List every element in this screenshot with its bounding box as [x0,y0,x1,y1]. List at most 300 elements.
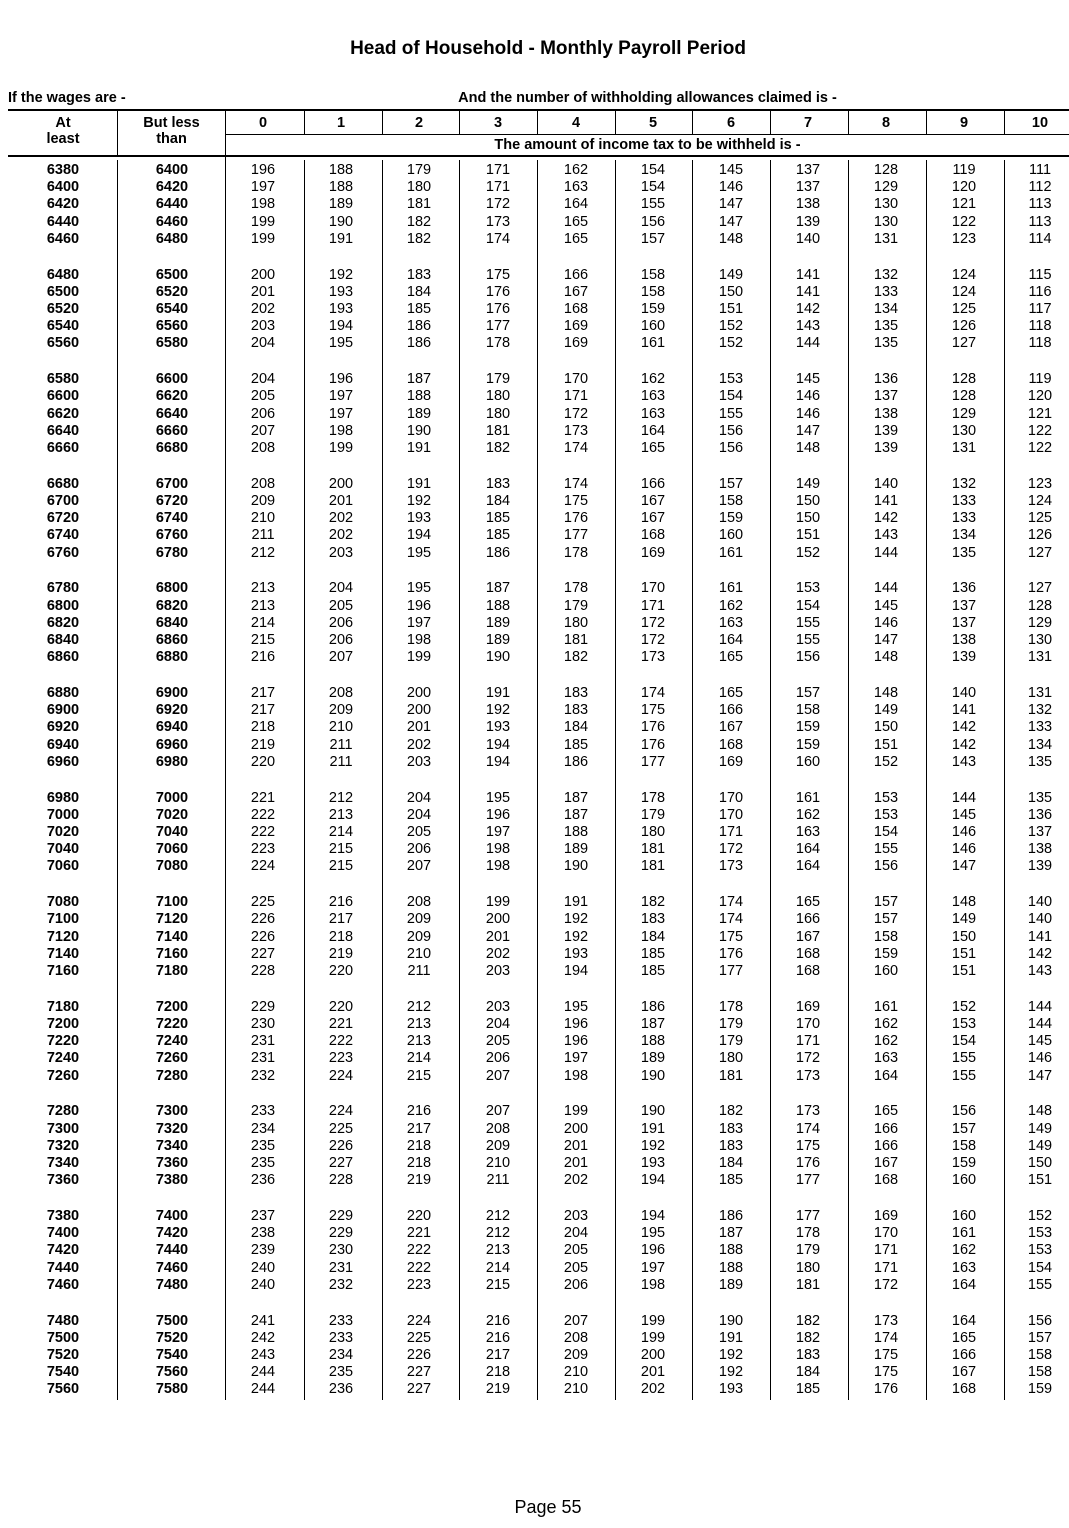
tax-amount: 190 [485,649,511,666]
tax-amount: 153 [718,371,744,388]
wage-but-less: 7120 [155,911,189,928]
tax-amount: 179 [406,162,432,178]
wage-but-less: 6960 [155,736,189,753]
wage-but-less: 6640 [155,405,189,422]
tax-amount: 226 [250,911,276,928]
tax-amount: 213 [406,1033,432,1050]
tax-amount: 220 [328,963,354,979]
tax-amount: 182 [795,1329,821,1346]
tax-amount: 206 [328,632,354,648]
tax-amount: 224 [250,858,276,875]
tax-amount: 212 [406,998,432,1015]
tax-amount: 194 [328,318,354,335]
tax-amount: 186 [485,544,511,561]
wage-but-less: 6720 [155,493,189,509]
wage-at-least: 6580 [46,371,80,388]
tax-amount: 151 [873,736,899,753]
wage-at-least: 7520 [46,1347,80,1363]
wage-but-less: 7400 [155,1208,189,1224]
tax-amount: 212 [485,1225,511,1242]
tax-amount: 178 [563,544,589,561]
tax-amount: 164 [718,632,744,648]
tax-amount: 210 [563,1381,589,1398]
tax-amount: 215 [328,858,354,875]
tax-amount: 137 [795,179,821,196]
wage-but-less: 6540 [155,301,189,317]
tax-amount: 132 [951,475,977,492]
tax-amount: 229 [328,1225,354,1242]
tax-amount: 173 [485,213,511,230]
tax-amount: 223 [250,841,276,858]
tax-amount: 226 [328,1137,354,1154]
tax-amount: 188 [563,824,589,840]
tax-amount: 196 [250,162,276,178]
wage-at-least: 7440 [46,1259,80,1276]
tax-amount: 146 [795,388,821,405]
tax-amount: 148 [795,440,821,456]
tax-amount: 188 [406,388,432,405]
tax-amount: 198 [485,858,511,875]
tax-amount: 179 [795,1242,821,1259]
tax-amount: 152 [718,318,744,335]
tax-amount: 185 [485,510,511,527]
tax-amount: 135 [951,544,977,561]
tax-amount: 168 [951,1381,977,1398]
tax-amount: 130 [873,196,899,213]
tax-amount: 202 [563,1172,589,1189]
tax-amount: 115 [1028,266,1052,283]
tax-amount: 226 [250,928,276,945]
wage-at-least: 7280 [46,1103,80,1120]
tax-amount: 206 [563,1276,589,1293]
tax-amount: 168 [718,736,744,753]
tax-amount: 146 [1027,1050,1053,1067]
tax-amount: 111 [1028,162,1052,178]
tax-amount: 178 [718,998,744,1015]
tax-amount: 153 [1027,1225,1053,1242]
wage-but-less: 6460 [155,213,189,230]
tax-amount: 161 [795,789,821,806]
tax-amount: 216 [328,894,354,911]
tax-amount: 162 [873,1033,899,1050]
tax-amount: 170 [795,1016,821,1032]
allowance-header-3: 3 [493,115,503,131]
tax-amount: 207 [563,1312,589,1329]
but-less-line1: But less [143,115,200,131]
tax-amount: 214 [250,614,276,631]
wage-at-least: 7540 [46,1364,80,1381]
tax-amount: 174 [718,894,744,911]
wage-but-less: 7160 [155,945,189,962]
tax-amount: 197 [485,824,511,840]
tax-amount: 189 [328,196,354,213]
tax-amount: 180 [563,614,589,631]
tax-amount: 143 [951,753,977,770]
tax-amount: 190 [718,1312,744,1329]
wage-but-less: 6580 [155,335,189,352]
tax-amount: 187 [718,1225,744,1242]
tax-amount: 174 [795,1120,821,1137]
tax-amount: 135 [873,335,899,352]
tax-amount: 199 [250,213,276,230]
wage-but-less: 6420 [155,179,189,196]
tax-amount: 234 [250,1120,276,1137]
tax-amount: 185 [795,1381,821,1398]
tax-amount: 172 [718,841,744,858]
tax-amount: 156 [951,1103,977,1120]
tax-amount: 204 [250,371,276,388]
tax-amount: 176 [640,736,666,753]
tax-amount: 183 [406,266,432,283]
tax-amount: 217 [328,911,354,928]
wage-at-least: 7380 [46,1208,80,1224]
tax-amount: 220 [328,998,354,1015]
wage-but-less: 6980 [155,753,189,770]
wage-at-least: 6920 [46,719,80,736]
tax-amount: 160 [951,1208,977,1224]
wage-but-less: 7180 [155,963,189,979]
tax-amount: 131 [951,440,977,456]
tax-amount: 158 [1027,1364,1053,1381]
tax-amount: 201 [250,283,276,300]
tax-amount: 193 [328,283,354,300]
wage-at-least: 6780 [46,580,80,597]
tax-amount: 163 [640,405,666,422]
tax-amount: 148 [873,685,899,701]
tax-amount: 172 [873,1276,899,1293]
tax-amount: 138 [1027,841,1053,858]
wage-but-less: 7200 [155,998,189,1015]
tax-amount: 233 [250,1103,276,1120]
tax-amount: 161 [873,998,899,1015]
allowance-header-2: 2 [414,115,424,131]
wage-but-less: 7220 [155,1016,189,1032]
tax-amount: 205 [485,1033,511,1050]
tax-amount: 152 [718,335,744,352]
tax-amount: 148 [1027,1103,1053,1120]
tax-amount: 218 [406,1137,432,1154]
tax-amount: 187 [563,789,589,806]
tax-amount: 131 [1027,649,1053,666]
tax-amount: 169 [563,335,589,352]
tax-amount: 159 [795,736,821,753]
tax-amount: 135 [873,318,899,335]
tax-amount: 225 [250,894,276,911]
tax-amount: 176 [718,945,744,962]
tax-amount: 222 [328,1033,354,1050]
tax-amount: 165 [951,1329,977,1346]
tax-amount: 197 [640,1259,666,1276]
tax-amount: 180 [718,1050,744,1067]
wage-at-least: 6500 [46,283,80,300]
tax-amount: 203 [328,544,354,561]
tax-amount: 172 [640,614,666,631]
tax-amount: 183 [485,475,511,492]
tax-amount: 181 [718,1067,744,1084]
wage-at-least: 7460 [46,1276,80,1293]
tax-amount: 207 [485,1067,511,1084]
tax-amount: 124 [1027,493,1053,509]
tax-amount: 161 [718,580,744,597]
wage-at-least: 7080 [46,894,80,911]
tax-amount: 180 [795,1259,821,1276]
tax-amount: 173 [563,422,589,439]
wage-at-least: 7160 [46,963,80,979]
tax-amount: 188 [718,1242,744,1259]
tax-amount: 227 [328,1155,354,1171]
tax-amount: 158 [795,702,821,719]
tax-amount: 219 [485,1381,511,1398]
tax-amount: 116 [1028,283,1052,300]
tax-amount: 218 [250,719,276,736]
tax-amount: 142 [795,301,821,317]
tax-amount: 194 [640,1172,666,1189]
tax-amount: 118 [1028,335,1052,352]
tax-amount: 194 [485,753,511,770]
tax-amount: 184 [485,493,511,509]
tax-amount: 240 [250,1259,276,1276]
tax-amount: 191 [563,894,589,911]
tax-amount: 174 [563,440,589,456]
tax-amount: 167 [640,493,666,509]
wage-at-least: 6560 [46,335,80,352]
tax-amount: 133 [951,493,977,509]
tax-amount: 150 [718,283,744,300]
tax-amount: 161 [640,335,666,352]
tax-amount: 170 [718,789,744,806]
wage-at-least: 7340 [46,1155,80,1171]
tax-amount: 144 [1027,998,1053,1015]
tax-amount: 206 [250,405,276,422]
tax-amount: 187 [485,580,511,597]
tax-amount: 201 [328,493,354,509]
tax-amount: 224 [406,1312,432,1329]
tax-amount: 223 [406,1276,432,1293]
tax-amount: 183 [640,911,666,928]
tax-amount: 220 [250,753,276,770]
wage-at-least: 6880 [46,685,80,701]
tax-amount: 221 [250,789,276,806]
wage-at-least: 7060 [46,858,80,875]
tax-amount: 159 [951,1155,977,1171]
tax-amount: 158 [873,928,899,945]
tax-amount: 220 [406,1208,432,1224]
wage-at-least: 7140 [46,945,80,962]
tax-amount: 153 [1027,1242,1053,1259]
tax-amount: 244 [250,1381,276,1398]
tax-amount: 139 [1027,858,1053,875]
tax-amount: 195 [485,789,511,806]
tax-amount: 145 [718,162,744,178]
tax-amount: 197 [563,1050,589,1067]
tax-amount: 192 [485,702,511,719]
wage-but-less: 7420 [155,1225,189,1242]
tax-amount: 224 [328,1103,354,1120]
tax-amount: 124 [951,283,977,300]
tax-amount: 209 [328,702,354,719]
tax-amount: 208 [250,440,276,456]
tax-amount: 215 [250,632,276,648]
allowance-header-0: 0 [258,115,268,131]
tax-amount: 189 [406,405,432,422]
wage-at-least: 7040 [46,841,80,858]
tax-amount: 204 [406,806,432,823]
tax-amount: 159 [1027,1381,1053,1398]
tax-amount: 241 [250,1312,276,1329]
tax-amount: 189 [485,614,511,631]
tax-amount: 158 [1027,1347,1053,1363]
wage-at-least: 6960 [46,753,80,770]
tax-amount: 161 [951,1225,977,1242]
wage-at-least: 6700 [46,493,80,509]
tax-amount: 236 [250,1172,276,1189]
tax-amount: 190 [640,1103,666,1120]
tax-amount: 159 [873,945,899,962]
tax-amount: 150 [873,719,899,736]
tax-amount: 242 [250,1329,276,1346]
wage-but-less: 6940 [155,719,189,736]
tax-amount: 122 [951,213,977,230]
tax-amount: 132 [1027,702,1053,719]
tax-amount: 155 [640,196,666,213]
tax-amount: 166 [951,1347,977,1363]
wages-label: If the wages are - [8,90,126,106]
allowance-header-4: 4 [571,115,581,131]
wage-but-less: 6480 [155,230,189,247]
tax-amount: 152 [951,998,977,1015]
wage-but-less: 7100 [155,894,189,911]
tax-amount: 169 [718,753,744,770]
tax-amount: 133 [951,510,977,527]
tax-amount: 212 [328,789,354,806]
wage-but-less: 7140 [155,928,189,945]
tax-amount: 175 [563,493,589,509]
tax-amount: 215 [328,841,354,858]
tax-amount: 175 [718,928,744,945]
wage-but-less: 7080 [155,858,189,875]
wage-but-less: 6560 [155,318,189,335]
tax-amount: 155 [1027,1276,1053,1293]
tax-amount: 141 [795,266,821,283]
tax-amount: 203 [485,998,511,1015]
tax-amount: 177 [795,1208,821,1224]
tax-amount: 185 [640,945,666,962]
tax-amount: 187 [640,1016,666,1032]
tax-amount: 216 [485,1312,511,1329]
tax-amount: 137 [951,614,977,631]
wage-but-less: 6500 [155,266,189,283]
wage-at-least: 6480 [46,266,80,283]
tax-amount: 188 [485,597,511,614]
tax-amount: 168 [563,301,589,317]
tax-amount: 211 [486,1172,510,1189]
tax-amount: 140 [873,475,899,492]
tax-amount: 223 [328,1050,354,1067]
tax-amount: 138 [873,405,899,422]
tax-amount: 166 [718,702,744,719]
tax-amount: 160 [640,318,666,335]
tax-amount: 165 [795,894,821,911]
at-least-line1: At [55,115,71,131]
tax-amount: 209 [563,1347,589,1363]
tax-amount: 126 [1027,527,1053,544]
wage-at-least: 6860 [46,649,80,666]
tax-amount: 164 [951,1276,977,1293]
wage-but-less: 7380 [155,1172,189,1189]
tax-amount: 160 [718,527,744,544]
tax-amount: 161 [718,544,744,561]
wage-but-less: 7000 [155,789,189,806]
tax-amount: 182 [718,1103,744,1120]
tax-amount: 187 [563,806,589,823]
tax-amount: 229 [328,1208,354,1224]
but-less-line2: than [156,131,187,147]
tax-amount: 154 [640,179,666,196]
tax-amount: 158 [951,1137,977,1154]
tax-amount: 177 [718,963,744,979]
tax-amount: 155 [795,632,821,648]
tax-amount: 144 [1027,1016,1053,1032]
tax-amount: 182 [640,894,666,911]
tax-amount: 204 [563,1225,589,1242]
wage-at-least: 7020 [46,824,80,840]
tax-amount: 155 [951,1067,977,1084]
tax-amount: 150 [795,510,821,527]
wage-but-less: 6400 [155,162,189,178]
tax-amount: 147 [873,632,899,648]
tax-amount: 152 [873,753,899,770]
tax-amount: 145 [795,371,821,388]
tax-amount: 120 [951,179,977,196]
tax-amount: 181 [406,196,432,213]
tax-amount: 152 [795,544,821,561]
tax-amount: 157 [640,230,666,247]
tax-amount: 140 [1027,894,1053,911]
tax-amount: 195 [563,998,589,1015]
tax-amount: 233 [328,1312,354,1329]
tax-amount: 180 [406,179,432,196]
wage-at-least: 6800 [46,597,80,614]
tax-amount: 183 [795,1347,821,1363]
tax-amount: 227 [250,945,276,962]
tax-amount: 173 [795,1103,821,1120]
tax-amount: 198 [563,1067,589,1084]
tax-amount: 230 [250,1016,276,1032]
tax-amount: 153 [951,1016,977,1032]
tax-amount: 149 [873,702,899,719]
tax-amount: 170 [873,1225,899,1242]
tax-amount: 205 [563,1242,589,1259]
tax-amount: 202 [328,510,354,527]
wage-at-least: 6760 [46,544,80,561]
wage-at-least: 6980 [46,789,80,806]
tax-amount: 140 [1027,911,1053,928]
tax-amount: 171 [485,162,511,178]
tax-amount: 218 [406,1155,432,1171]
tax-amount: 139 [873,422,899,439]
tax-amount: 210 [250,510,276,527]
tax-amount: 157 [951,1120,977,1137]
at-least-line2: least [46,131,80,147]
tax-amount: 200 [250,266,276,283]
tax-amount: 167 [873,1155,899,1171]
tax-amount: 192 [563,911,589,928]
tax-amount: 215 [406,1067,432,1084]
tax-amount: 162 [795,806,821,823]
tax-amount: 139 [951,649,977,666]
tax-amount: 153 [873,806,899,823]
tax-amount: 140 [795,230,821,247]
